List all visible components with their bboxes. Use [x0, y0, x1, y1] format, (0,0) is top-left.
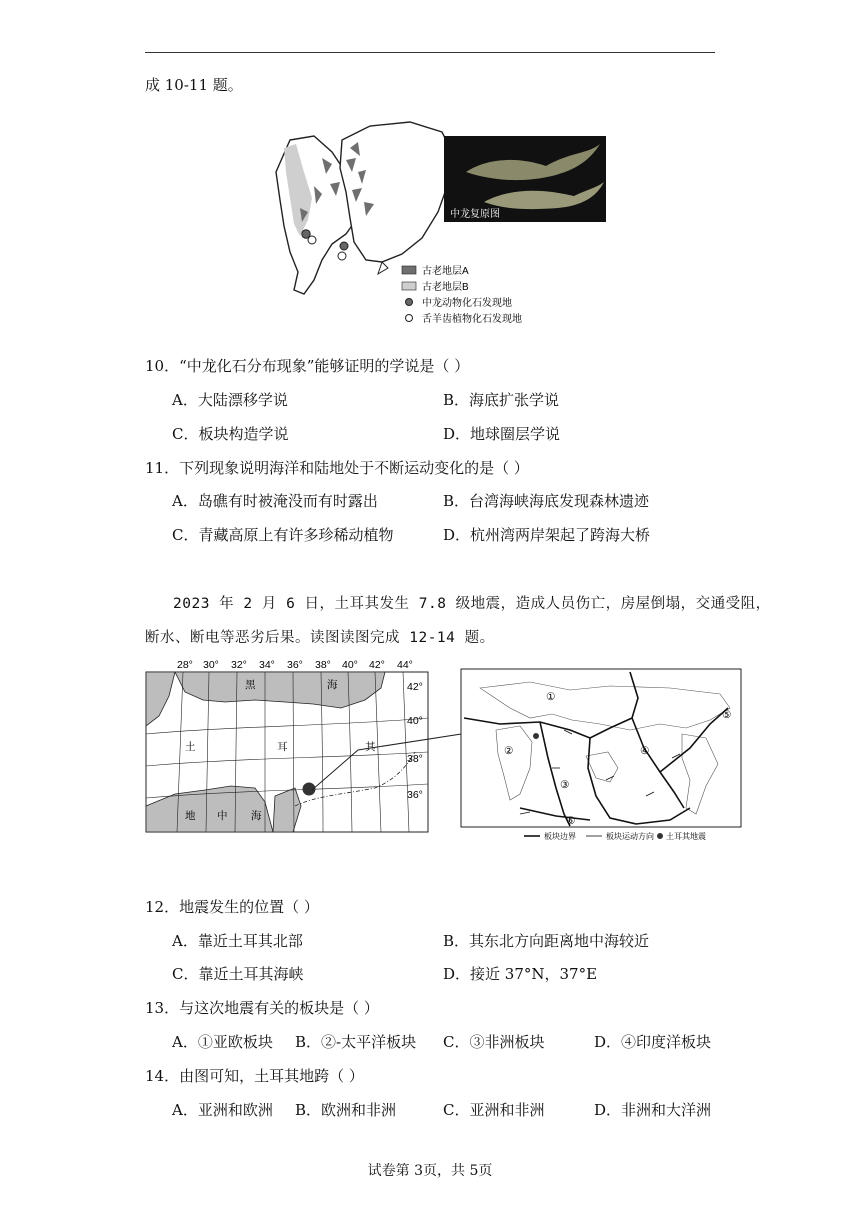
q14-option-d[interactable]: D．非洲和大洋洲: [594, 1101, 712, 1119]
q11-option-c[interactable]: C．青藏高原上有许多珍稀动植物: [172, 526, 394, 544]
q11-option-d[interactable]: D．杭州湾两岸架起了跨海大桥: [443, 526, 651, 544]
lat-label-42: 42°: [407, 681, 423, 693]
q10-option-a[interactable]: A．大陆漂移学说: [172, 391, 288, 409]
lon-label-32: 32°: [231, 659, 247, 671]
legend-earthquake: 土耳其地震: [666, 832, 706, 841]
lat-label-38: 38°: [407, 753, 423, 765]
plate-3: ③: [560, 779, 570, 791]
q12-option-c[interactable]: C．靠近土耳其海峡: [172, 965, 304, 983]
q10-option-c[interactable]: C．板块构造学说: [172, 425, 289, 443]
plate-4: ④: [640, 745, 650, 757]
q14-option-a[interactable]: A．亚洲和欧洲: [172, 1101, 273, 1119]
lon-label-28: 28°: [177, 659, 193, 671]
q10-option-d[interactable]: D．地球圈层学说: [443, 425, 561, 443]
legend-stratum-a: 古老地层A: [422, 266, 469, 277]
q12-option-b[interactable]: B．其东北方向距离地中海较近: [443, 932, 650, 950]
lon-label-30: 30°: [203, 659, 219, 671]
legend-plate-motion: 板块运动方向: [606, 832, 654, 841]
turkey-label-1: 土: [185, 741, 196, 753]
intro2-line2: 断水、断电等恶劣后果。读图读图完成 12-14 题。: [145, 630, 495, 646]
plate-6: ⑥: [566, 815, 576, 827]
header-rule: [145, 52, 715, 53]
lon-label-42: 42°: [369, 659, 385, 671]
q14-option-c[interactable]: C．亚洲和非洲: [443, 1101, 545, 1119]
q10-option-b[interactable]: B．海底扩张学说: [443, 391, 560, 409]
plate-map: [460, 668, 742, 844]
plate-1: ①: [546, 691, 556, 703]
lat-label-40: 40°: [407, 715, 423, 727]
q12-option-d[interactable]: D．接近 37°N，37°E: [443, 965, 598, 983]
lon-label-36: 36°: [287, 659, 303, 671]
q13-stem: 13．与这次地震有关的板块是（ ）: [145, 999, 379, 1017]
q11-option-b[interactable]: B．台湾海峡海底发现森林遗迹: [443, 492, 650, 510]
photo-caption: 中龙复原图: [450, 209, 500, 220]
q13-option-a[interactable]: A．①亚欧板块: [172, 1033, 273, 1051]
lon-label-40: 40°: [342, 659, 358, 671]
q14-option-b[interactable]: B．欧洲和非洲: [295, 1101, 397, 1119]
lon-label-44: 44°: [397, 659, 413, 671]
turkey-label-2: 耳: [277, 741, 288, 753]
black-sea-label-2: 海: [327, 679, 338, 691]
turkey-label-3: 其: [365, 741, 376, 753]
lon-label-34: 34°: [259, 659, 275, 671]
q12-option-a[interactable]: A．靠近土耳其北部: [172, 932, 303, 950]
intro2-line1: 2023 年 2 月 6 日，土耳其发生 7.8 级地震，造成人员伤亡，房屋倒塌，交通受阻，: [173, 596, 771, 612]
plate-5: ⑤: [722, 709, 732, 721]
q13-option-c[interactable]: C．③非洲板块: [443, 1033, 545, 1051]
plate-2: ②: [504, 745, 514, 757]
legend-mesosaurus: 中龙动物化石发现地: [422, 298, 512, 309]
med-label-3: 海: [251, 810, 262, 822]
q11-stem: 11．下列现象说明海洋和陆地处于不断运动变化的是（ ）: [145, 459, 529, 477]
med-label-2: 中: [217, 810, 228, 822]
q13-option-d[interactable]: D．④印度洋板块: [594, 1033, 712, 1051]
intro-tail: 成 10-11 题。: [145, 76, 243, 94]
legend-stratum-b: 古老地层B: [422, 282, 469, 293]
black-sea-label-1: 黑: [245, 679, 256, 691]
q13-option-b[interactable]: B．②-太平洋板块: [295, 1033, 417, 1051]
mesosaurus-figure: [270, 112, 610, 332]
med-label-1: 地: [185, 810, 196, 822]
page-footer: 试卷第 3页，共 5页: [367, 1163, 493, 1179]
q12-stem: 12．地震发生的位置（ ）: [145, 898, 319, 916]
lon-label-38: 38°: [315, 659, 331, 671]
legend-plate-boundary: 板块边界: [544, 832, 576, 841]
legend-glossopteris: 舌羊齿植物化石发现地: [422, 314, 522, 325]
q11-option-a[interactable]: A．岛礁有时被淹没而有时露出: [172, 492, 378, 510]
lat-label-36: 36°: [407, 789, 423, 801]
q10-stem: 10．“中龙化石分布现象”能够证明的学说是（ ）: [145, 357, 470, 375]
q14-stem: 14．由图可知，土耳其地跨（ ）: [145, 1067, 364, 1085]
